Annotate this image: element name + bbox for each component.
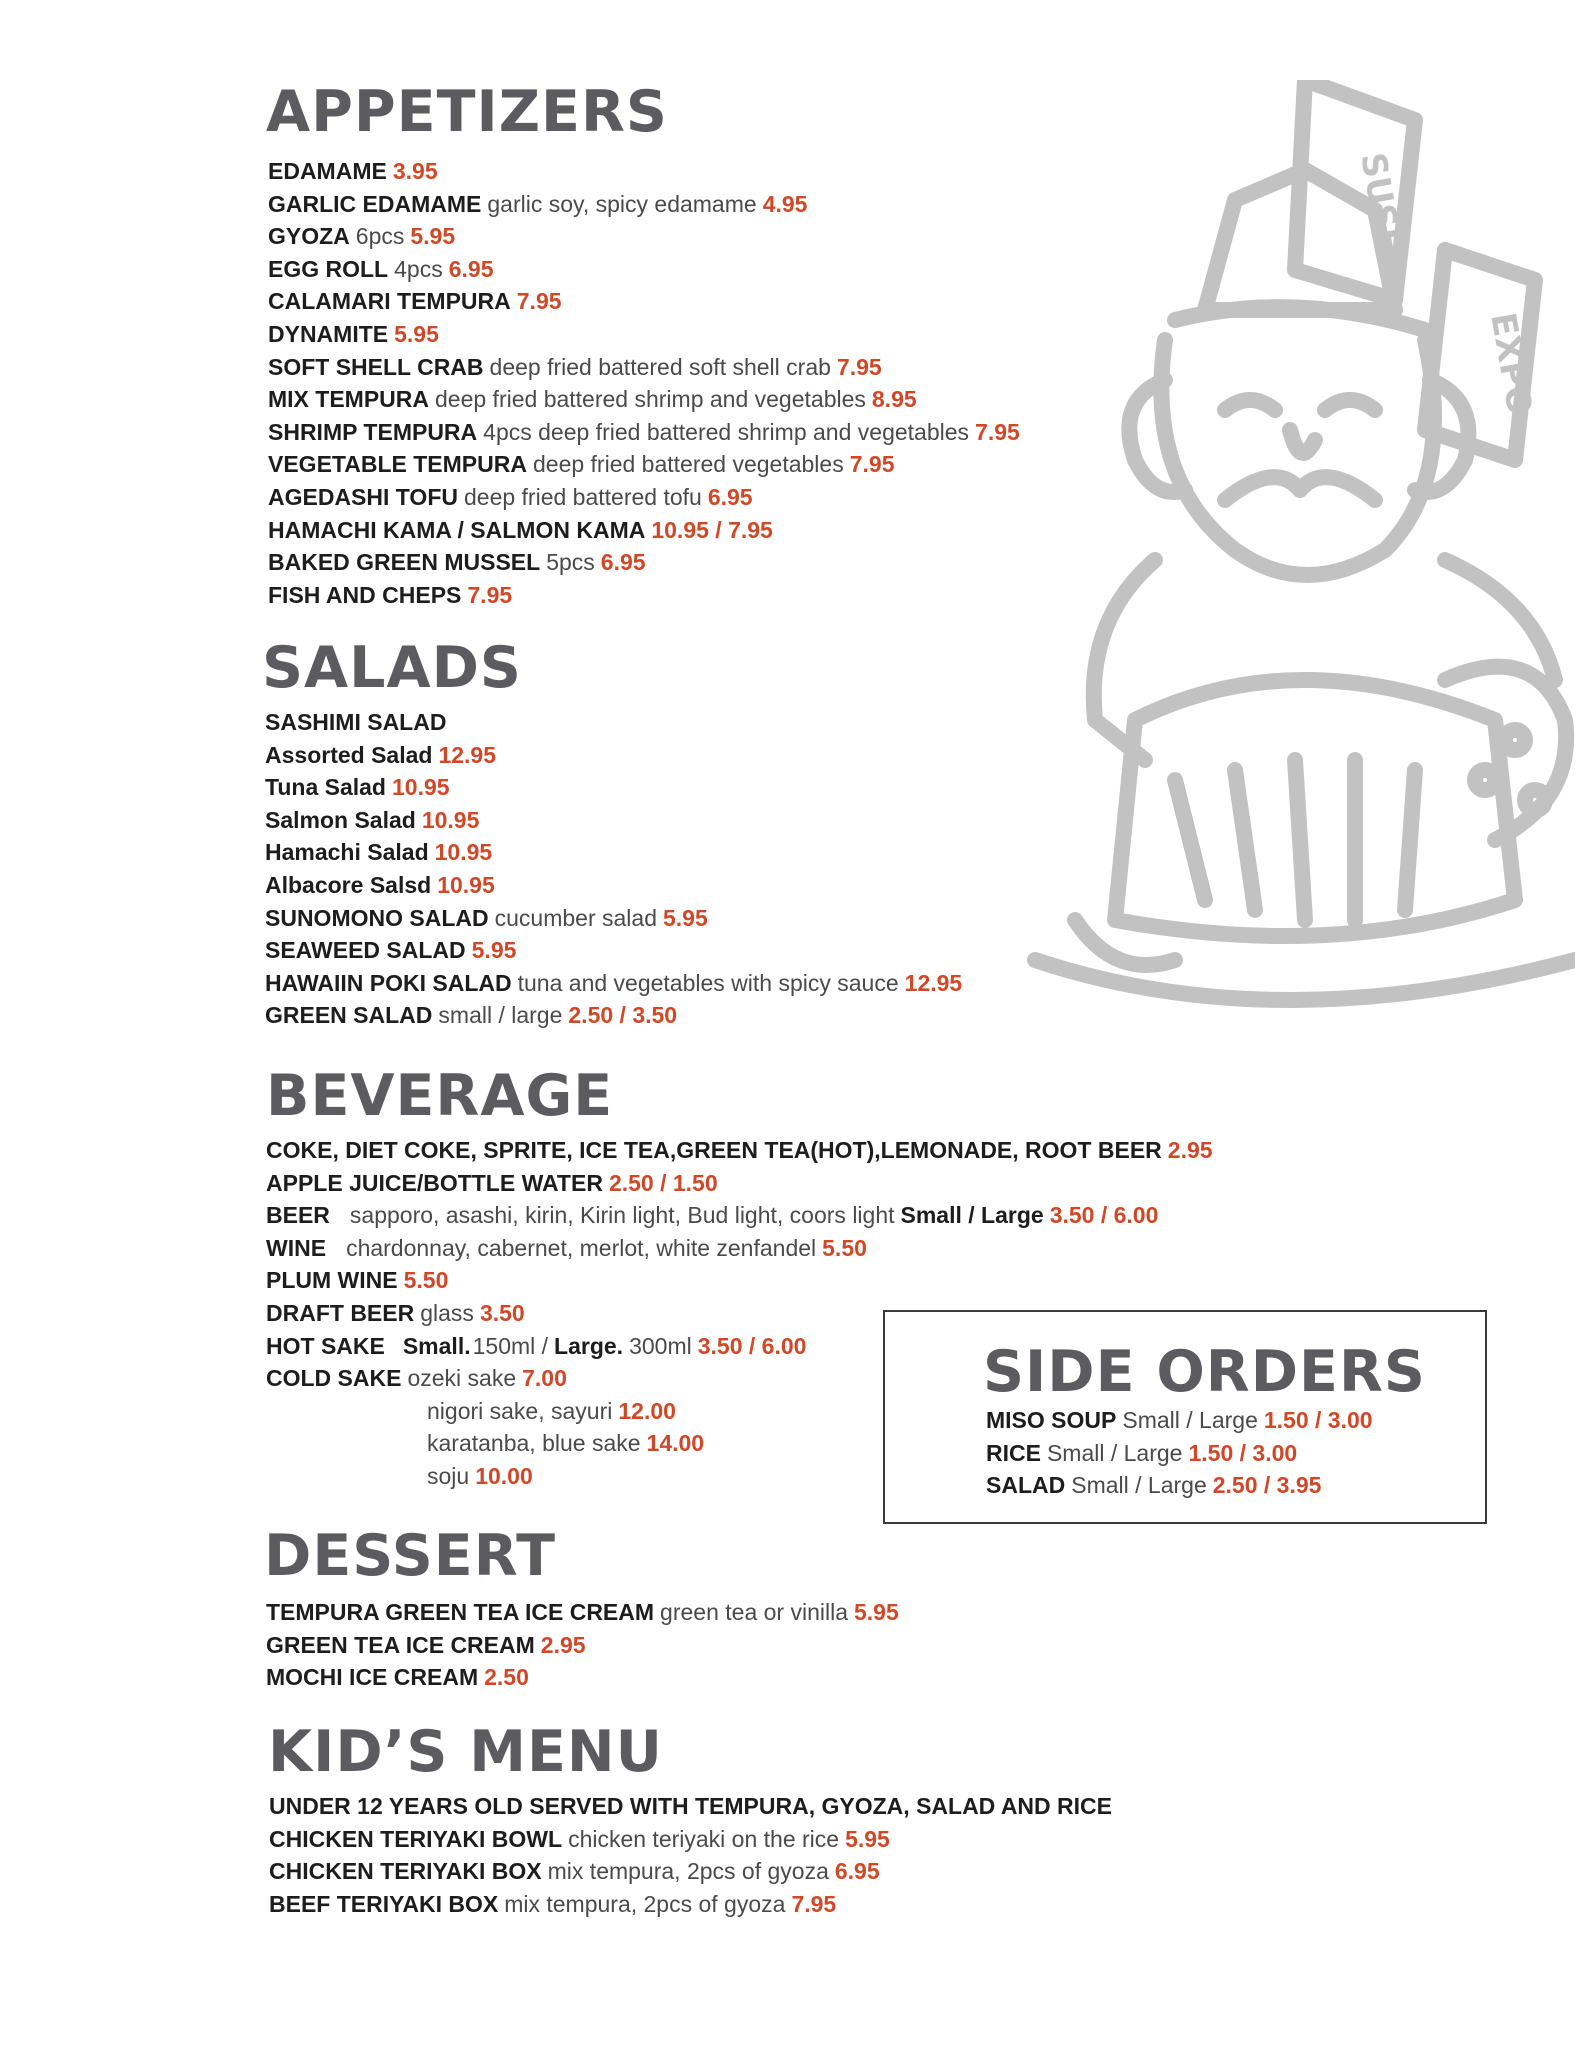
menu-item: CALAMARI TEMPURA 7.95 — [268, 288, 562, 315]
appetizers-heading: APPETIZERS — [266, 79, 668, 145]
menu-item: GARLIC EDAMAME garlic soy, spicy edamame 4.95 — [268, 190, 808, 217]
sushi-chef-mascot-icon — [975, 80, 1575, 1040]
menu-item: MIX TEMPURA deep fried battered shrimp and vegetables 8.95 — [268, 386, 917, 413]
menu-item: nigori sake, sayuri 12.00 — [427, 1397, 676, 1424]
menu-item: FISH AND CHEPS 7.95 — [268, 581, 513, 608]
menu-item: HAWAIIN POKI SALAD tuna and vegetables with spicy sauce 12.95 — [265, 969, 963, 996]
menu-item: karatanba, blue sake 14.00 — [427, 1430, 705, 1457]
menu-item: BAKED GREEN MUSSEL 5pcs 6.95 — [268, 549, 646, 576]
menu-item: soju 10.00 — [427, 1462, 533, 1489]
banner-text-bottom: EXPO — [1482, 309, 1540, 419]
menu-item: HOT SAKE Small.150ml / Large. 300ml 3.50 / 6.00 — [266, 1332, 807, 1359]
menu-item: RICE Small / Large 1.50 / 3.00 — [986, 1439, 1298, 1466]
menu-item: SUNOMONO SALAD cucumber salad 5.95 — [265, 904, 708, 931]
menu-item: SOFT SHELL CRAB deep fried battered soft shell crab 7.95 — [268, 353, 882, 380]
menu-item: EGG ROLL 4pcs 6.95 — [268, 255, 494, 282]
menu-item: COKE, DIET COKE, SPRITE, ICE TEA,GREEN TEA(HOT),LEMONADE, ROOT BEER 2.95 — [266, 1137, 1213, 1163]
menu-item: SASHIMI SALAD — [265, 709, 447, 735]
menu-item: Assorted Salad 12.95 — [265, 741, 497, 768]
salads-heading: SALADS — [262, 635, 522, 701]
menu-item: TEMPURA GREEN TEA ICE CREAM green tea or vinilla 5.95 — [266, 1599, 899, 1625]
banner-text-top: SUSHI — [1352, 149, 1413, 273]
menu-item: VEGETABLE TEMPURA deep fried battered vegetables 7.95 — [268, 451, 895, 478]
menu-item: GYOZA 6pcs 5.95 — [268, 223, 456, 250]
menu-item: Tuna Salad 10.95 — [265, 774, 450, 801]
menu-item: Albacore Salsd 10.95 — [265, 871, 495, 898]
menu-item: SEAWEED SALAD 5.95 — [265, 937, 517, 964]
menu-item: MOCHI ICE CREAM 2.50 — [266, 1664, 529, 1691]
menu-item: SALAD Small / Large 2.50 / 3.95 — [986, 1472, 1322, 1499]
dessert-list — [266, 1596, 899, 1694]
salads-list — [265, 706, 962, 1032]
menu-item: GREEN TEA ICE CREAM 2.95 — [266, 1631, 586, 1658]
kids-menu-list — [269, 1790, 1112, 1920]
menu-item: Salmon Salad 10.95 — [265, 806, 480, 833]
menu-item: BEEF TERIYAKI BOX mix tempura, 2pcs of gyoza 7.95 — [269, 1890, 837, 1917]
menu-item: GREEN SALAD small / large 2.50 / 3.50 — [265, 1002, 678, 1029]
menu-item: EDAMAME 3.95 — [268, 158, 438, 184]
side-orders-box — [883, 1310, 1487, 1524]
menu-item: AGEDASHI TOFU deep fried battered tofu 6.95 — [268, 483, 753, 510]
menu-item: DRAFT BEER glass 3.50 — [266, 1299, 525, 1326]
menu-item: MISO SOUP Small / Large 1.50 / 3.00 — [986, 1407, 1373, 1433]
dessert-heading: DESSERT — [264, 1523, 556, 1589]
menu-item: SHRIMP TEMPURA 4pcs deep fried battered shrimp and vegetables 7.95 — [268, 418, 1020, 445]
menu-item: COLD SAKE ozeki sake 7.00 — [266, 1365, 567, 1392]
menu-item: WINE chardonnay, cabernet, merlot, white zenfandel 5.50 — [266, 1234, 867, 1261]
kids-menu-heading: KID’S MENU — [268, 1719, 663, 1785]
menu-item: CHICKEN TERIYAKI BOWL chicken teriyaki on the rice 5.95 — [269, 1825, 890, 1852]
menu-item: Hamachi Salad 10.95 — [265, 839, 493, 866]
menu-item: BEER sapporo, asashi, kirin, Kirin light, Bud light, coors light Small / Large 3.50 / 6.00 — [266, 1202, 1159, 1229]
menu-item: HAMACHI KAMA / SALMON KAMA 10.95 / 7.95 — [268, 516, 773, 543]
side-orders-heading: SIDE ORDERS — [983, 1339, 1426, 1405]
menu-item: UNDER 12 YEARS OLD SERVED WITH TEMPURA, GYOZA, SALAD AND RICE — [269, 1793, 1112, 1819]
beverage-heading: BEVERAGE — [266, 1063, 614, 1129]
menu-item: APPLE JUICE/BOTTLE WATER 2.50 / 1.50 — [266, 1169, 718, 1196]
menu-item: CHICKEN TERIYAKI BOX mix tempura, 2pcs of gyoza 6.95 — [269, 1858, 880, 1885]
side-orders-list — [986, 1404, 1373, 1502]
menu-item: DYNAMITE 5.95 — [268, 320, 439, 347]
menu-item: PLUM WINE 5.50 — [266, 1267, 449, 1294]
appetizers-list — [268, 155, 1020, 611]
